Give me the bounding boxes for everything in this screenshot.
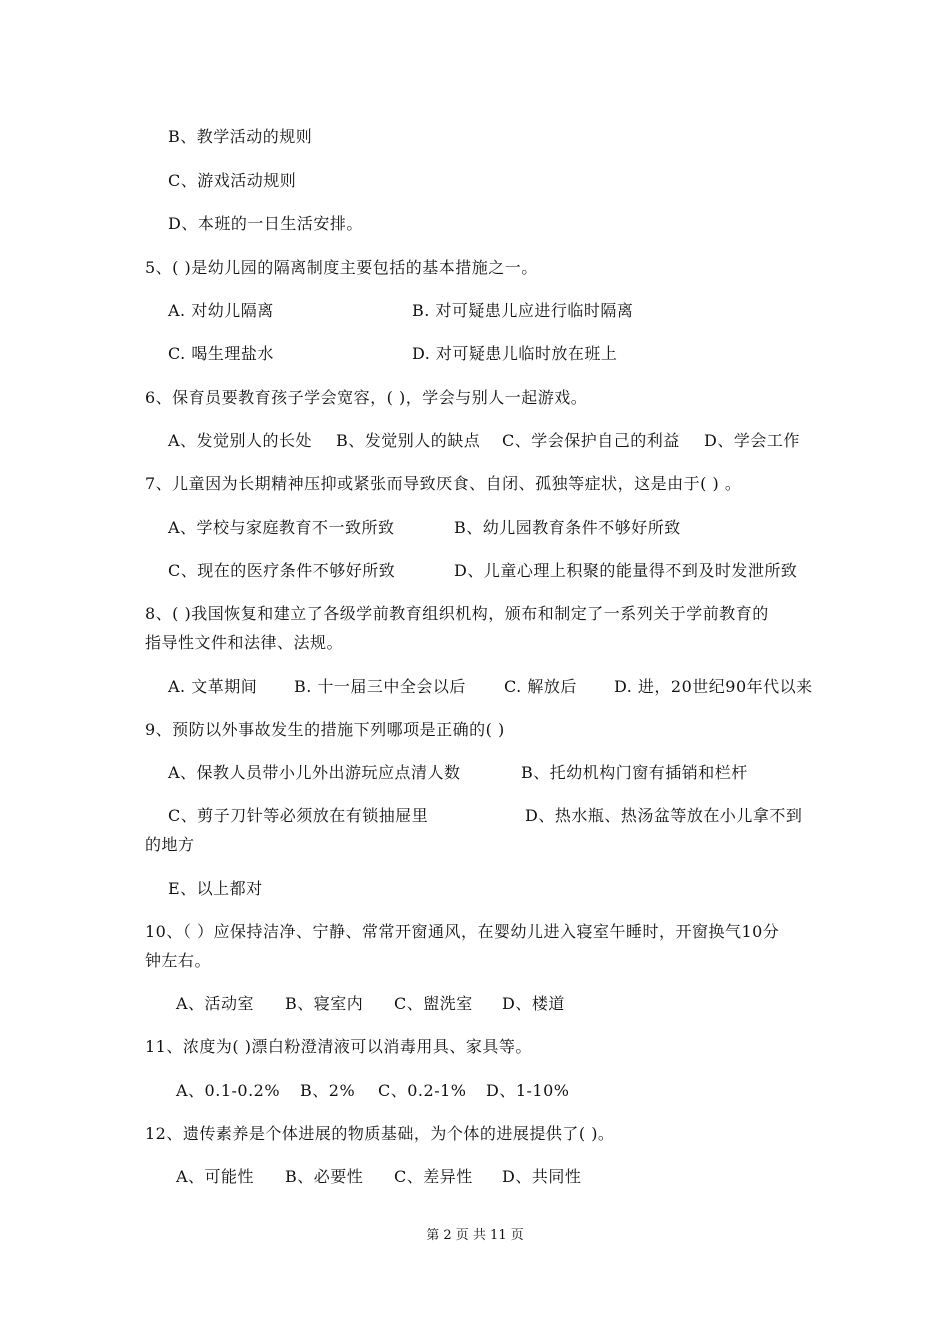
- q10-stem-line2: 钟左右。: [145, 951, 212, 970]
- q7-option-d: D、儿童心理上积聚的能量得不到及时发泄所致: [454, 561, 798, 580]
- q12-option-d: D、共同性: [502, 1167, 582, 1186]
- q8-stem-line2: 指导性文件和法律、法规。: [145, 633, 344, 652]
- q9-option-d-line2: 的地方: [145, 835, 195, 854]
- q6-stem: 6、保育员要教育孩子学会宽容，( )，学会与别人一起游戏。: [145, 388, 588, 407]
- q9-option-d-line1: D、热水瓶、热汤盆等放在小儿拿不到: [525, 806, 803, 825]
- q11-stem: 11、浓度为( )漂白粉澄清液可以消毒用具、家具等。: [145, 1037, 532, 1056]
- q9-stem: 9、预防以外事故发生的措施下列哪项是正确的( ): [145, 720, 505, 739]
- q11-option-d: D、1-10%: [486, 1081, 570, 1100]
- q6-option-d: D、学会工作: [704, 431, 800, 450]
- q10-option-a: A、活动室: [176, 994, 255, 1013]
- q5-stem: 5、( )是幼儿园的隔离制度主要包括的基本措施之一。: [145, 258, 538, 277]
- q12-option-b: B、必要性: [285, 1167, 364, 1186]
- q8-option-c: C. 解放后: [504, 677, 577, 696]
- q10-option-c: C、盥洗室: [394, 994, 473, 1013]
- q8-option-a: A. 文革期间: [168, 677, 258, 696]
- q8-option-d: D. 进，20世纪90年代以来: [614, 677, 813, 696]
- q7-option-b: B、幼儿园教育条件不够好所致: [454, 518, 681, 537]
- q6-option-c: C、学会保护自己的利益: [502, 431, 680, 450]
- q6-option-a: A、发觉别人的长处: [168, 431, 313, 450]
- q9-option-b: B、托幼机构门窗有插销和栏杆: [521, 763, 748, 782]
- q4-option-d: D、本班的一日生活安排。: [168, 214, 363, 233]
- q9-option-a: A、保教人员带小儿外出游玩应点清人数: [168, 763, 461, 782]
- q7-option-c: C、现在的医疗条件不够好所致: [168, 561, 396, 580]
- q5-option-c: C. 喝生理盐水: [168, 344, 274, 363]
- q5-option-a: A. 对幼儿隔离: [168, 301, 274, 320]
- q12-stem: 12、遗传素养是个体进展的物质基础，为个体的进展提供了( )。: [145, 1124, 615, 1143]
- q7-stem: 7、儿童因为长期精神压抑或紧张而导致厌食、自闭、孤独等症状，这是由于( ) 。: [145, 474, 742, 493]
- q4-option-b: B、教学活动的规则: [168, 127, 313, 146]
- q10-option-b: B、寝室内: [285, 994, 364, 1013]
- q9-option-e: E、以上都对: [168, 879, 263, 898]
- q7-option-a: A、学校与家庭教育不一致所致: [168, 518, 395, 537]
- q5-option-b: B. 对可疑患儿应进行临时隔离: [412, 301, 634, 320]
- q8-option-b: B. 十一届三中全会以后: [294, 677, 466, 696]
- q5-option-d: D. 对可疑患儿临时放在班上: [412, 344, 618, 363]
- q4-option-c: C、游戏活动规则: [168, 171, 297, 190]
- q6-option-b: B、发觉别人的缺点: [336, 431, 481, 450]
- q9-option-c: C、剪子刀针等必须放在有锁抽屉里: [168, 806, 429, 825]
- q8-stem-line1: 8、( )我国恢复和建立了各级学前教育组织机构，颁布和制定了一系列关于学前教育的: [145, 604, 769, 623]
- q12-option-c: C、差异性: [394, 1167, 473, 1186]
- q12-option-a: A、可能性: [176, 1167, 255, 1186]
- page-number-footer: 第 2 页 共 11 页: [426, 1228, 524, 1243]
- q10-option-d: D、楼道: [502, 994, 565, 1013]
- q11-option-b: B、2%: [300, 1081, 356, 1100]
- q11-option-a: A、0.1-0.2%: [176, 1081, 281, 1100]
- q10-stem-line1: 10、（ ）应保持洁净、宁静、常常开窗通风，在婴幼儿进入寝室午睡时，开窗换气10分: [145, 922, 780, 941]
- q11-option-c: C、0.2-1%: [378, 1081, 467, 1100]
